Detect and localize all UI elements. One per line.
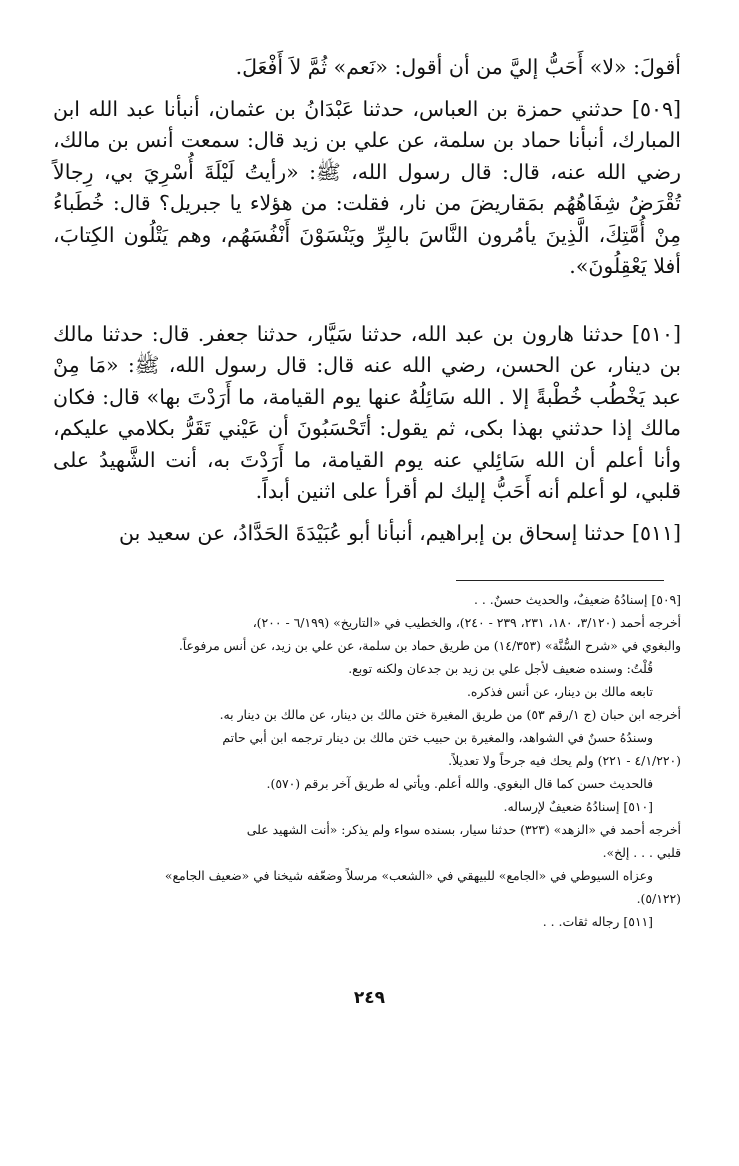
footnote-511-heading: [٥١١] رجاله ثقات. . . <box>542 914 653 929</box>
footnote-separator <box>456 580 664 581</box>
footnote-line: أخرجه ابن حبان (ج ١/رقم ٥٣) من طريق المغيرة ختن مالك بن دينار، عن مالك بن دينار به. <box>219 707 681 722</box>
footnotes <box>53 588 681 933</box>
main-text <box>53 52 681 549</box>
text-line-intro: أقولَ: «لا» أَحَبُّ إليَّ من أن أقول: «نَعم» ثُمَّ لاَ أَفْعَلَ. <box>235 55 681 79</box>
footnote-line: وسندُهُ حسنٌ في الشواهد، والمغيرة بن حبيب ختن مالك بن دينار ترجمه ابن أبي حاتم <box>222 730 653 745</box>
footnote-line: وعزاه السيوطي في «الجامع» للبيهقي في «الشعب» مرسلاً وضعّفه شيخنا في «ضعيف الجامع» <box>164 868 653 883</box>
footnote-line: أخرجه أحمد (٣/١٢٠، ١٨٠، ٢٣١، ٢٣٩ - ٢٤٠)، والخطيب في «التاريخ» (٦/١٩٩ - ٢٠٠)، <box>252 615 681 630</box>
footnote-509-heading: [٥٠٩] إسنادُهُ ضعيفٌ، والحديث حسنٌ. . . <box>474 592 681 607</box>
footnote-510-heading: [٥١٠] إسنادُهُ ضعيفٌ لإرساله. <box>503 799 653 814</box>
footnote-line: (٥/١٢٢). <box>636 891 681 906</box>
page-number: ٢٤٩ <box>353 988 386 1008</box>
footnote-line: أخرجه أحمد في «الزهد» (٣٢٣) حدثنا سيار، بسنده سواء ولم يذكر: «أنت الشهيد على <box>246 822 681 837</box>
hadith-510: [٥١٠] حدثنا هارون بن عبد الله، حدثنا سَيَّار، حدثنا جعفر. قال: حدثنا مالك بن دينار، عن الحسن، رضي الله عنه قال: قال رسول الله، ﷺ: «مَا مِنْ عبد يَخْطُب خُطْبةً إلا . الله سَائِلُهُ عنها يوم القيامة، ما أَرَدْتَ بها» قال: فكان مالك إذا حدثني بهذا بكى، ثم يقول: أتَحْسَبُونَ أن عَيْني تَقَرُّ بكلامي عليكم، وأنا أعلم أن الله سَائِلي عنه يوم القيامة، ما أَرَدْتَ به، أنت الشَّهيدُ على قلبي، لو أعلم أنه أَحَبُّ إليك لم أقرأ على اثنين أبداً. <box>53 321 681 503</box>
footnote-line: والبغوي في «شرح السُّنَّة» (١٤/٣٥٣) من طريق حماد بن سلمة، عن علي بن زيد، عن أنس مرفوعاً. <box>178 638 681 653</box>
hadith-509: [٥٠٩] حدثني حمزة بن العباس، حدثنا عَبْدَانُ بن عثمان، أنبأنا عبد الله ابن المبارك، أنبأنا حماد بن سلمة، عن علي بن زيد قال: سمعت أنس بن مالك، رضي الله عنه، قال: قال رسول الله، ﷺ: «رأيتُ لَيْلَةَ أُسْرِيَ بي، رِجالاً تُقْرَضُ شِفَاهُهُم بمَقاريضَ من نار، فقلت: من هؤلاء يا جبريل؟ قال: خُطَباءُ مِنْ أُمَّتِكَ، الَّذِينَ يأمُرون النَّاسَ بالبِرِّ ويَنْسَوْنَ أَنْفُسَهُم، وهم يَتْلُون الكِتابَ، أفلا يَعْقِلُونَ». <box>53 96 681 278</box>
footnote-line: تابعه مالك بن دينار، عن أنس فذكره. <box>466 684 653 699</box>
hadith-511-start: [٥١١] حدثنا إسحاق بن إبراهيم، أنبأنا أبو عُبَيْدَةَ الحَدَّادُ، عن سعيد بن <box>119 520 681 545</box>
footnote-line: قلبي . . . إلخ». <box>602 845 681 860</box>
footnote-line: فالحديث حسن كما قال البغوي. والله أعلم. ويأتي له طريق آخر برقم (٥٧٠). <box>266 776 653 791</box>
footnote-line: (٤/١/٢٢٠ - ٢٢١) ولم يحك فيه جرحاً ولا تعديلاً. <box>448 753 681 768</box>
footnote-line: قُلْتُ: وسنده ضعيف لأجل علي بن زيد بن جدعان ولكنه توبع. <box>348 661 653 676</box>
